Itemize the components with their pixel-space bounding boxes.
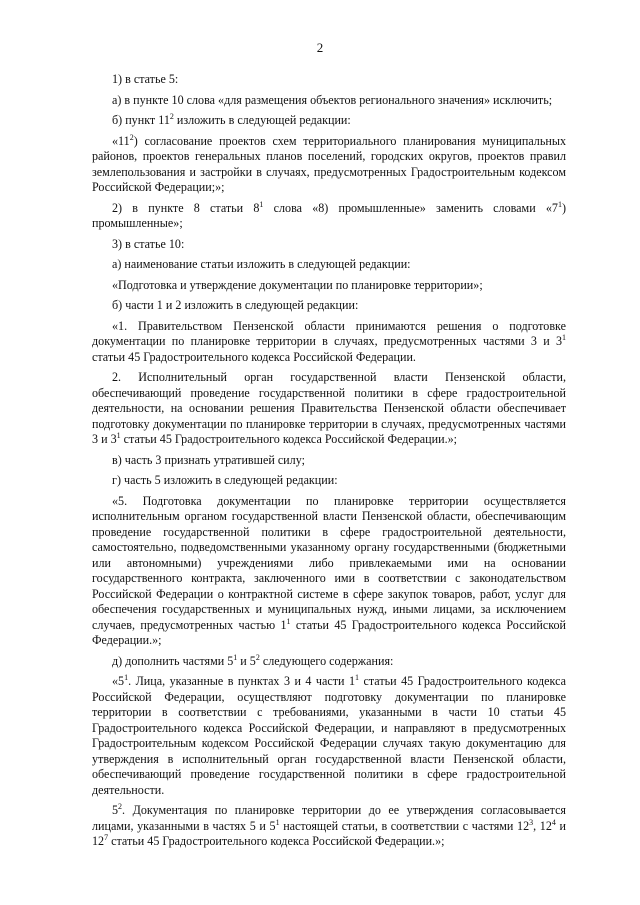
paragraph-text: и 12 xyxy=(92,818,566,848)
paragraph-text: д) дополнить частями 5 xyxy=(112,653,234,668)
paragraph-text: 1) в статье 5: xyxy=(112,72,179,86)
paragraph-text: б) части 1 и 2 изложить в следующей редакции: xyxy=(112,298,359,312)
paragraph-text: статьи 45 Градостроительного кодекса Российской Федерации.»; xyxy=(92,617,566,647)
paragraph-text: слова «8) промышленные» заменить словами «7 xyxy=(263,200,558,215)
document-body xyxy=(92,72,566,855)
paragraph xyxy=(92,473,566,489)
superscript-index: 2 xyxy=(255,652,260,662)
paragraph xyxy=(92,319,566,366)
page-number: 2 xyxy=(316,40,324,55)
paragraph xyxy=(92,654,566,670)
superscript-index: 1 xyxy=(557,199,562,209)
superscript-index: 1 xyxy=(562,332,566,342)
superscript-index: 1 xyxy=(124,672,129,682)
superscript-index: 7 xyxy=(104,832,109,842)
paragraph-text: статьи 45 Градостроительного кодекса Российской Федерации.»; xyxy=(120,432,458,446)
paragraph-text: статьи 45 Градостроительного кодекса Российской Федерации, осуществляют подготовку документации по планировке территории в соответствии с требованиями, указанными в части 10 статьи 45 Градостроительного кодекса Российской Федерации, и направляют в предусмотренных Градостроительным кодексом Российской Федерации случаях такую документацию для утверждения в исполнительный орган государственной власти Пензенской области, обеспечивающий проведение государственной политики в сфере градостроительной деятельности. xyxy=(92,674,566,797)
paragraph-text: а) наименование статьи изложить в следующей редакции: xyxy=(112,257,411,271)
paragraph-text: . Документация по планировке территории до ее утверждения согласовывается лицами, указанными в частях 5 и 5 xyxy=(92,803,566,833)
paragraph-text: 3) в статье 10: xyxy=(112,236,185,251)
paragraph-text: ) промышленные»; xyxy=(92,200,567,230)
paragraph-text: «Подготовка и утверждение документации по планировке территории»; xyxy=(112,277,483,292)
paragraph-text: . Лица, указанные в пунктах 3 и 4 части 1 xyxy=(128,674,356,688)
paragraph-text: и 5 xyxy=(237,653,256,668)
superscript-index: 1 xyxy=(259,199,264,209)
superscript-index: 1 xyxy=(286,616,291,626)
superscript-index: 1 xyxy=(355,672,360,682)
superscript-index: 1 xyxy=(275,817,280,827)
paragraph xyxy=(92,494,566,649)
paragraph-text: изложить в следующей редакции: xyxy=(173,113,351,127)
superscript-index: 2 xyxy=(169,111,174,121)
paragraph-text: статьи 45 Градостроительного кодекса Российской Федерации. xyxy=(92,349,416,364)
paragraph xyxy=(92,278,566,294)
paragraph-text: , 12 xyxy=(533,818,552,833)
paragraph-text: «5 xyxy=(112,674,125,688)
paragraph xyxy=(92,298,566,314)
paragraph-text: а) в пункте 10 слова «для размещения объектов регионального значения» исключить; xyxy=(112,92,553,107)
paragraph xyxy=(92,113,566,129)
paragraph xyxy=(92,453,566,469)
paragraph-text: б) пункт 11 xyxy=(112,113,170,127)
paragraph-text: настоящей статьи, в соответствии с частями 12 xyxy=(279,818,530,833)
paragraph-text: 2) в пункте 8 статьи 8 xyxy=(112,200,260,215)
paragraph xyxy=(92,257,566,273)
paragraph-text: г) часть 5 изложить в следующей редакции: xyxy=(112,473,338,487)
paragraph xyxy=(92,134,566,196)
paragraph xyxy=(92,237,566,253)
paragraph-text: 5 xyxy=(112,803,119,817)
paragraph-text: следующего содержания: xyxy=(259,653,394,668)
superscript-index: 1 xyxy=(116,430,121,440)
superscript-index: 1 xyxy=(233,652,238,662)
superscript-index: 4 xyxy=(551,817,556,827)
paragraph-text: «1. Правительством Пензенской области принимаются решения о подготовке документации по планировке территории в случаях, предусмотренных частями 3 и 3 xyxy=(92,318,566,348)
paragraph-text: 2. Исполнительный орган государственной власти Пензенской области, обеспечивающий проведение государственной политики в сфере градостроительной деятельности, на основании решения Правительства Пензенской области обеспечивает подготовку документации по планировке территории в случаях, предусмотренных частями 3 и 3 xyxy=(92,370,566,446)
superscript-index: 2 xyxy=(129,132,134,142)
superscript-index: 2 xyxy=(118,801,123,811)
paragraph xyxy=(92,370,566,448)
paragraph xyxy=(92,803,566,850)
paragraph-text: статьи 45 Градостроительного кодекса Российской Федерации.»; xyxy=(108,834,445,848)
paragraph xyxy=(92,674,566,798)
paragraph-text: «5. Подготовка документации по планировке территории осуществляется исполнительным органом государственной власти Пензенской области, обеспечивающим проведение государственной политики в сфере градостроительной деятельности, самостоятельно, подведомственными указанному органу государственными (бюджетными или автономными) учреждениями либо привлекаемыми ими на основании государственного контракта, заключенного ими в соответствии с законодательством Российской Федерации о контрактной системе в сфере закупок товаров, работ, услуг для обеспечения государственных и муниципальных нужд, иными лицами, за исключением случаев, предусмотренных частью 1 xyxy=(92,493,566,632)
paragraph-text: «11 xyxy=(112,133,130,148)
paragraph xyxy=(92,72,566,88)
paragraph-text: ) согласование проектов схем территориального планирования муниципальных районов, проектов генеральных планов поселений, городских округов, проектов правил землепользования и застройки в случаях, предусмотренных Градостроительным кодексом Российской Федерации;»; xyxy=(92,133,566,194)
paragraph xyxy=(92,201,566,232)
superscript-index: 3 xyxy=(529,817,534,827)
paragraph-text: в) часть 3 признать утратившей силу; xyxy=(112,452,305,467)
paragraph xyxy=(92,93,566,109)
